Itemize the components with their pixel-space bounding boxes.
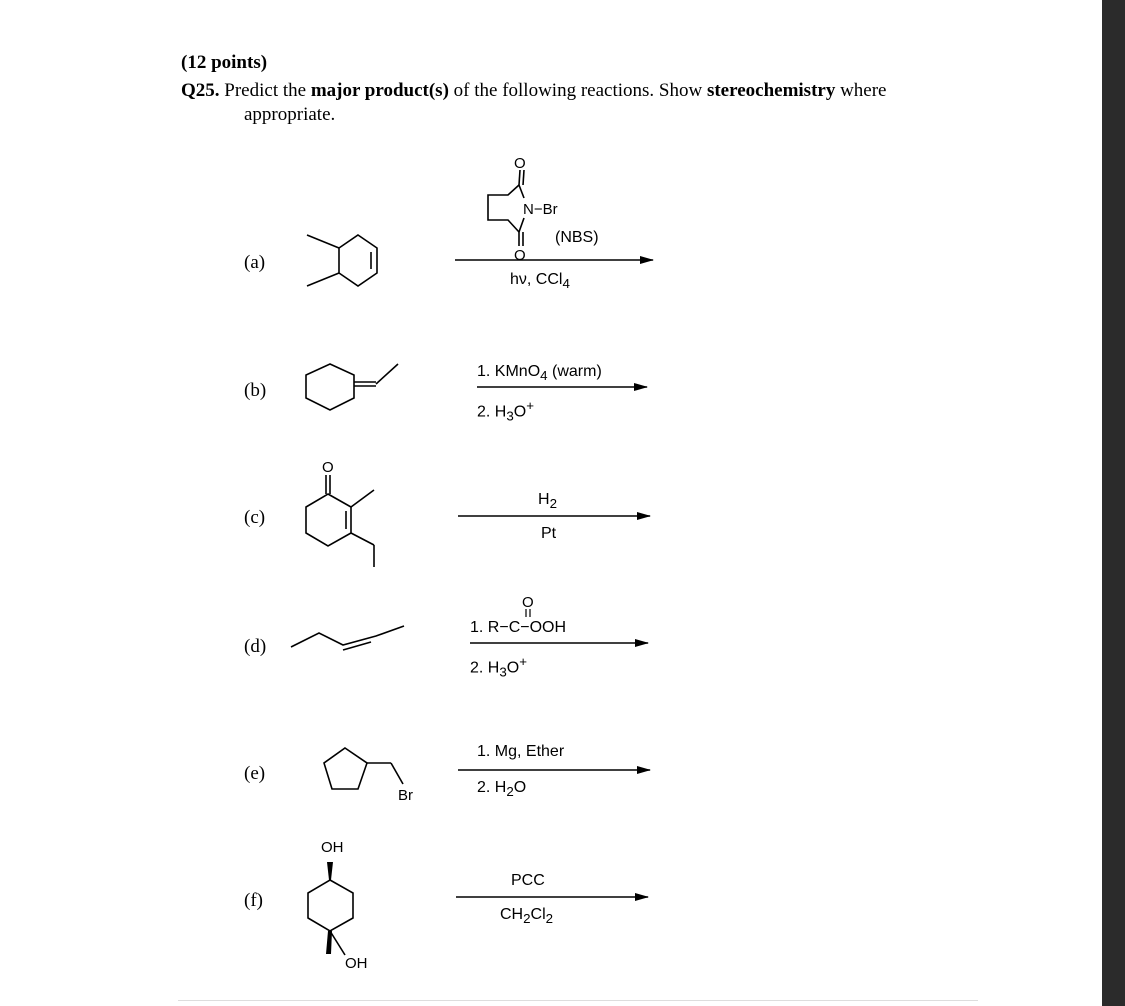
ketone-o: O [322, 459, 334, 476]
reagent-f-above: PCC [511, 872, 545, 889]
reaction-label-a: (a) [244, 252, 266, 273]
question-bold-1: major product(s) [310, 80, 449, 101]
reagent-a-below: hν, CCl$_4$ [510, 271, 570, 292]
bromide-br: Br [398, 787, 413, 804]
reagent-c-below: Pt [541, 525, 557, 542]
reaction-label-f: (f) [244, 890, 263, 911]
question-text-1: Predict the [219, 80, 311, 101]
footer-divider [178, 1000, 978, 1001]
reaction-label-b: (b) [244, 380, 267, 401]
reagent-c-above: $H_2$ [538, 491, 557, 512]
molecule-c [306, 475, 374, 567]
points-heading: (12 points) [181, 52, 268, 73]
question-text-3: where [835, 80, 887, 101]
reagent-b-above: 1. KMnO$_4$ (warm) [477, 363, 602, 384]
reagent-e-below: 2. $H_2O$ [477, 779, 527, 800]
nbs-structure [488, 170, 524, 246]
hydroxyl-bottom: OH [345, 955, 368, 972]
molecule-d [291, 626, 404, 650]
reagent-b-below: 2. $H_3O^+$ [477, 398, 535, 424]
molecule-a [307, 235, 377, 286]
reagent-d-below: 2. $H_3O^+$ [470, 654, 528, 680]
reagent-f-below: $CH_2Cl_2$ [500, 906, 554, 927]
molecule-b [306, 364, 398, 410]
question-number: Q25. [181, 80, 220, 101]
nbs-nbr: N−Br [523, 201, 558, 218]
reaction-label-e: (e) [244, 763, 266, 784]
question-bold-2: stereochemistry [706, 80, 836, 101]
reaction-label-d: (d) [244, 636, 267, 657]
reaction-label-c: (c) [244, 507, 266, 528]
reagent-d-above: 1. R−C−OOH [470, 619, 567, 636]
peracid-o: O [522, 594, 534, 611]
nbs-o-bottom: O [514, 247, 526, 264]
reagent-e-above: 1. Mg, Ether [477, 743, 565, 760]
viewer-edge [1102, 0, 1125, 1006]
reagent-a-above: (NBS) [555, 229, 599, 246]
question-text-2: of the following reactions. Show [448, 80, 707, 101]
nbs-o-top: O [514, 155, 526, 172]
molecule-e [324, 748, 403, 789]
hydroxyl-top: OH [321, 839, 344, 856]
question-line-2: appropriate. [244, 104, 336, 125]
